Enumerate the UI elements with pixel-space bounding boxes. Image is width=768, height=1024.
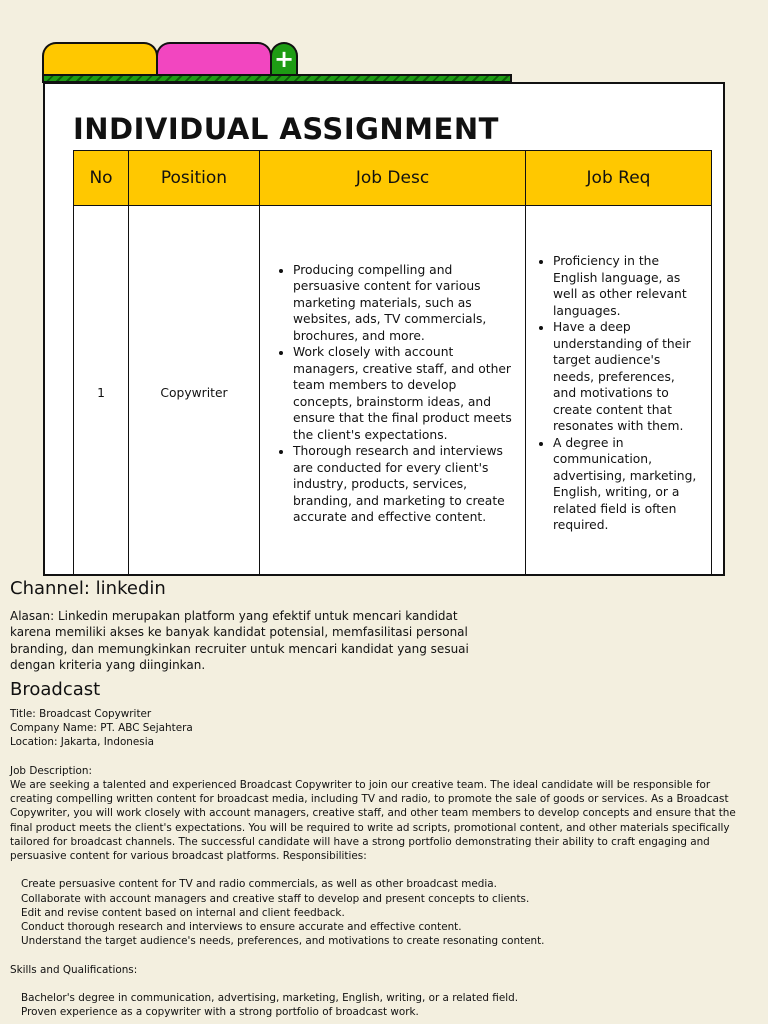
skill-item: Proven experience as a copywriter with a strong portfolio of broadcast work. (21, 1006, 419, 1019)
header-no: No (74, 151, 129, 206)
responsibility-item: Collaborate with account managers and creative staff to develop and present concepts to clients. (21, 892, 530, 905)
company-line: Company Name: PT. ABC Sejahtera (10, 722, 193, 735)
list-item: • Thorough research and interviews are conducted for every client's industry, products, services, branding, and marketing to create accurate and effective content. (293, 443, 515, 526)
list-item: • Work closely with account managers, creative staff, and other team members to develop concepts, brainstorm ideas, and ensure that the final product meets the client's expectations. (293, 344, 515, 443)
responsibility-item: Create persuasive content for TV and radio commercials, as well as other broadcast media. (21, 878, 497, 891)
assignment-card (43, 82, 725, 576)
job-req-list (526, 253, 711, 534)
plus-icon: + (270, 42, 298, 76)
job-desc-text: We are seeking a talented and experienced Broadcast Copywriter to join our creative team. The ideal candidate will be responsible for creating compelling written content for broadcast media, including TV and radio, to promote the sale of goods or services. As a Broadcast Copywriter, you will work closely with account managers, creative staff, and other team members to develop concepts and ensure that the final product meets the client's expectations. You will be required to write ad scripts, promotional content, and other materials specifically tailored for broadcast channels. The successful candidate will have a strong portfolio demonstrating their ability to craft engaging and persuasive content for various broadcast platforms. Responsibilities: (10, 779, 736, 863)
table-header-row (74, 151, 712, 206)
header-job-desc: Job Desc (260, 151, 526, 206)
responsibility-item: Edit and revise content based on internal and client feedback. (21, 906, 345, 919)
job-title-line: Title: Broadcast Copywriter (10, 708, 152, 720)
job-desc-label: Job Description: (10, 764, 92, 777)
alasan-text: Alasan: Linkedin merupakan platform yang efektif untuk mencari kandidat karena memiliki akses ke banyak kandidat potensial, memfasilitasi personal branding, dan memungkinkan recruiter untuk mencari kandidat yang sesuai dengan kriteria yang diinginkan. (10, 609, 469, 673)
header-job-req: Job Req (526, 151, 712, 206)
cell-position: Copywriter (129, 206, 260, 577)
table-row (74, 206, 712, 577)
cell-job-desc (260, 206, 526, 577)
broadcast-heading: Broadcast (10, 679, 101, 700)
broadcast-job-post (10, 707, 750, 1019)
list-item: • Producing compelling and persuasive content for various marketing materials, such as websites, ads, TV commercials, brochures, and more. (293, 262, 515, 345)
skills-label: Skills and Qualifications: (10, 963, 138, 976)
cell-job-req (526, 206, 712, 577)
responsibility-item: Understand the target audience's needs, preferences, and motivations to create resonating content. (21, 935, 545, 948)
page-title: INDIVIDUAL ASSIGNMENT (73, 112, 499, 146)
assignment-table (73, 150, 712, 576)
list-item: • Have a deep understanding of their target audience's needs, preferences, and motivations to create content that resonates with them. (553, 319, 699, 435)
job-desc-list (260, 262, 525, 526)
skill-item: Bachelor's degree in communication, advertising, marketing, English, writing, or a related field. (21, 992, 519, 1004)
channel-heading: Channel: linkedin (10, 578, 166, 599)
list-item: • Proficiency in the English language, as well as other relevant languages. (553, 253, 699, 319)
location-line: Location: Jakarta, Indonesia (10, 736, 154, 749)
folder-tab-pink (156, 42, 272, 76)
list-item: • A degree in communication, advertising, marketing, English, writing, or a related field is often required. (553, 435, 699, 534)
header-position: Position (129, 151, 260, 206)
folder-tab-yellow (42, 42, 158, 76)
cell-no: 1 (74, 206, 129, 577)
responsibility-item: Conduct thorough research and interviews to ensure accurate and effective content. (21, 921, 462, 934)
